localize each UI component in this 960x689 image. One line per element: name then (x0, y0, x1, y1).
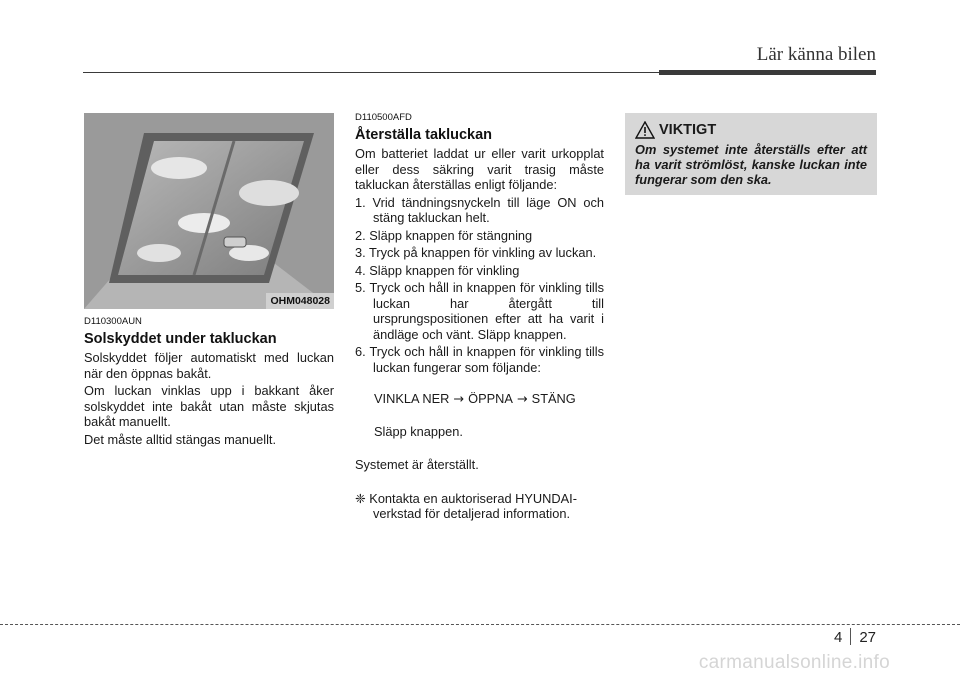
paragraph: Det måste alltid stängas manuellt. (84, 431, 277, 447)
section-code: D110500AFD (355, 112, 412, 123)
intro-paragraph: Om batteriet laddat ur eller varit urkopplat eller dess säkring varit trasig måste takluckan återställas enligt följande: (355, 146, 604, 192)
warning-text: Om systemet inte återställs efter att ha varit strömlöst, kanske luckan inte fungerar som den ska. (635, 142, 867, 187)
section-reset-sunroof (355, 112, 604, 522)
step-item: 3. Tryck på knappen för vinkling av luckan. (355, 245, 597, 260)
sunroof-illustration (84, 113, 334, 309)
section-title: Återställa takluckan (355, 127, 493, 143)
section-code: D110300AUN (84, 316, 142, 327)
header-rule-accent (659, 70, 876, 75)
step-item: 1. Vrid tändningsnyckeln till läge ON och stäng takluckan helt. (355, 194, 604, 225)
warning-box (625, 113, 877, 195)
page-number (834, 628, 876, 646)
sequence-step-open: ÖPPNA (468, 391, 513, 406)
chapter-number: 4 (833, 629, 843, 646)
paragraph: Om luckan vinklas upp i bakkant åker solskyddet inte bakåt utan måste skjutas bakåt manuellt. (84, 383, 334, 429)
section-sunshade (84, 316, 334, 449)
step-item: 2. Släpp knappen för stängning (355, 227, 533, 243)
sunroof-photo (84, 113, 334, 309)
dealer-note: ❈ Kontakta en auktoriserad HYUNDAI-verkstad för detaljerad information. (355, 490, 577, 521)
sequence-step-tilt: VINKLA NER (374, 391, 450, 406)
warning-header (635, 121, 867, 139)
step-item: 4. Släpp knappen för vinkling (355, 262, 520, 278)
paragraph: Solskyddet följer automatiskt med luckan när den öppnas bakåt. (84, 350, 334, 381)
arrow-right-icon: → (453, 392, 465, 407)
step-item: 6. Tryck och håll in knappen för vinkling tills luckan fungerar som följande: (355, 344, 604, 375)
sequence-step-close: STÄNG (531, 391, 576, 406)
sequence-line (374, 391, 604, 408)
steps-list (355, 195, 604, 376)
arrow-right-icon: → (516, 392, 528, 407)
watermark: carmanualsonline.info (698, 652, 890, 673)
warning-title: VIKTIGT (659, 122, 717, 138)
header-rule (83, 72, 659, 73)
footer-rule (0, 624, 960, 625)
photo-code-label: OHM048028 (266, 293, 334, 309)
page-number-value: 27 (859, 629, 876, 646)
warning-triangle-icon (635, 121, 655, 139)
page-number-divider (850, 628, 851, 645)
section-title: Solskyddet under takluckan (84, 331, 277, 347)
page-header-title: Lär känna bilen (756, 44, 876, 65)
reset-done-line: Systemet är återställt. (355, 457, 479, 472)
release-line: Släpp knappen. (374, 423, 463, 439)
step-item: 5. Tryck och håll in knappen för vinkling tills luckan har återgått till ursprungspositionen efter att ha varit i ändläge och vänt. Släpp knappen. (355, 280, 604, 342)
